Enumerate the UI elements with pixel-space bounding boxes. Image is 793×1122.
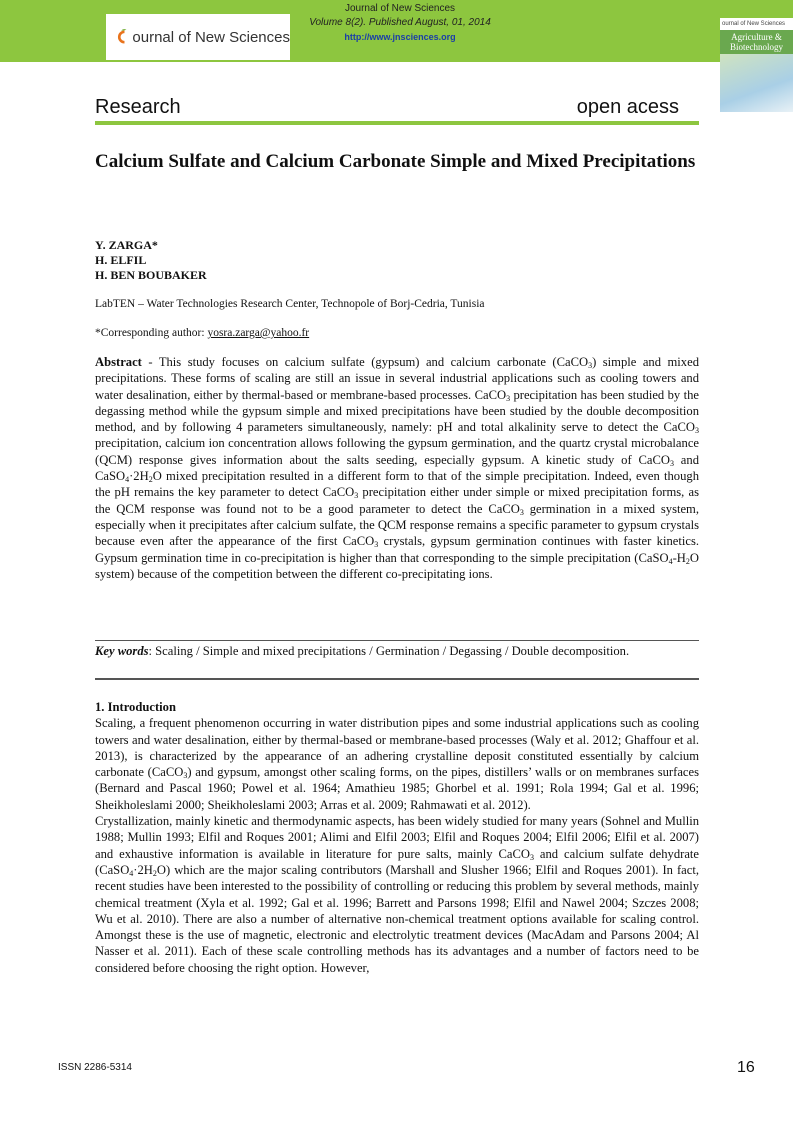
abstract-text: -H — [672, 550, 686, 565]
journal-logo[interactable] — [106, 14, 290, 60]
subscript: 4 — [125, 475, 130, 485]
access-label: open acess — [576, 96, 679, 118]
journal-name: Journal of New Sciences — [344, 3, 456, 14]
author-list — [95, 238, 207, 283]
abstract-text: ·2H — [129, 469, 149, 484]
cover-band: Agriculture & Biotechnology — [720, 30, 793, 54]
journal-logo-icon — [114, 23, 128, 51]
cover-image — [720, 54, 793, 112]
subscript: 2 — [148, 475, 153, 485]
subscript: 3 — [529, 852, 534, 862]
abstract-text: - This study focuses on calcium sulfate (gypsum) and calcium carbonate (CaCO — [141, 355, 589, 369]
section-divider — [95, 121, 699, 125]
abstract-text: precipitation either under simple or mixed precipitation forms, as the QCM response was found not to be a good parameter to detect the CaCO — [95, 485, 699, 516]
subscript: 4 — [129, 868, 134, 878]
corresponding-author — [95, 327, 309, 339]
author-name: Y. ZARGA* — [95, 238, 158, 252]
journal-logo-text: ournal of New Sciences — [132, 28, 290, 46]
affiliation: LabTEN – Water Technologies Research Center, Technopole of Borj-Cedria, Tunisia — [95, 298, 485, 310]
paragraph-text: ·2H — [133, 862, 153, 877]
paragraph-text: Scaling, a frequent phenomenon occurring in water distribution pipes and some industrial applications such as cooling towers and water desalination, either by thermal-based or membrane-based processes (Waly et al. 2012; Ghaffour et al. 2013), is characterized by the appearance of an adhering crystalline deposit constituted essentially by calcium carbonate (CaCO — [95, 716, 699, 780]
keywords-text: : Scaling / Simple and mixed precipitations / Germination / Degassing / Double decomposition. — [148, 644, 630, 658]
subscript: 3 — [183, 771, 188, 781]
subscript: 3 — [695, 426, 699, 436]
keywords-label: Key words — [95, 644, 149, 658]
cover-title: ournal of New Sciences — [720, 18, 793, 30]
introduction-section — [95, 699, 699, 976]
paragraph — [95, 715, 699, 813]
journal-cover-thumbnail[interactable] — [720, 18, 793, 112]
paragraph-text: and calcium sulfate dehydrate (CaSO — [95, 846, 699, 877]
paper-title: Calcium Sulfate and Calcium Carbonate Simple and Mixed Precipitations — [95, 151, 696, 172]
paragraph — [95, 813, 699, 976]
section-row — [95, 96, 699, 119]
subscript: 2 — [685, 556, 690, 566]
subscript: 3 — [519, 507, 524, 517]
page-number: 16 — [737, 1059, 755, 1076]
keywords-rule-bottom — [95, 678, 699, 680]
abstract-label: Abstract — [95, 355, 142, 369]
abstract-text: O mixed precipitation resulted in a different form to that of the simple precipitation. Indeed, even though the pH remains the key parameter to detect CaCO — [95, 469, 699, 500]
paragraph-text: Crystallization, mainly kinetic and thermodynamic aspects, has been widely studied for many years (Sohnel and Mullin 1988; Mullin 1993; Elfil and Roques 2001; Alimi and Elfil 2003; Elfil and Roques 2004; Elfil 2006; Elfil et al. 2007) and exhaustive information is available in literature for pure salts, mainly CaCO — [95, 814, 699, 861]
abstract-text: ) simple and mixed precipitations. These forms of scaling are still an issue in several industrial applications such as cooling towers and water desalination, either by thermal-based or membrane-based processes. CaCO — [95, 355, 699, 402]
abstract-text: precipitation, calcium ion concentration allows following the gypsum germination, and the quartz crystal microbalance (QCM) response gives information about the salts seeding, especially gypsum. A kinetic study of CaCO — [95, 436, 699, 467]
subscript: 3 — [588, 361, 593, 370]
subscript: 3 — [354, 491, 359, 501]
section-label: Research — [95, 96, 181, 118]
keywords-rule-top — [95, 640, 699, 641]
author-name: H. BEN BOUBAKER — [95, 268, 207, 282]
abstract-text: germination in a mixed system, especially when it precipitates after calcium sulfate, the QCM response remains a specific parameter to gypsum crystals because even after the appearance of the first CaCO — [95, 501, 699, 549]
abstract-text: O system) because of the competition between the different co-precipitating ions. — [95, 550, 699, 581]
keywords — [95, 643, 699, 659]
paragraph-text: ) and gypsum, amongst other scaling forms, on the pipes, distillers’ walls or on membranes surfaces (Bernard and Pascal 1960; Powel et al. 1964; Amathieu 1985; Ghorbel et al. 1991; Rola 1994; Gal et al. 1996; Sheikholeslami 2000; Sheikholeslami 2003; Arras et al. 2009; Rahmawati et al. 2012). — [95, 765, 699, 812]
subscript: 4 — [668, 556, 673, 566]
volume-line: Volume 8(2). Published August, 01, 2014 — [309, 17, 491, 28]
corresponding-label: *Corresponding author: — [95, 327, 205, 339]
journal-url-link[interactable]: http://www.jnsciences.org — [344, 32, 456, 42]
abstract-text: precipitation has been studied by the degassing method while the gypsum simple and mixed precipitations have been studied by the double decomposition method, and by following 4 parameters simultaneously, namely: pH and total alkalinity serve to detect the CaCO — [95, 387, 699, 435]
subscript: 2 — [152, 868, 157, 878]
section-heading: 1. Introduction — [95, 700, 176, 714]
abstract-text: and CaSO — [95, 452, 699, 484]
subscript: 3 — [374, 540, 379, 550]
abstract — [95, 354, 699, 582]
abstract-text: crystals, gypsum germination continues with faster kinetics. Gypsum germination time in co-precipitation is higher than that corresponding to the simple precipitation (CaSO — [95, 534, 699, 565]
corresponding-email-link[interactable]: yosra.zarga@yahoo.fr — [207, 327, 310, 339]
subscript: 3 — [669, 458, 674, 468]
issn: ISSN 2286-5314 — [58, 1062, 132, 1073]
journal-header-info — [290, 2, 510, 44]
paragraph-text: O) which are the major scaling contributors (Marshall and Slusher 1966; Elfil and Roques 2001). In fact, recent studies have been interested to the possibility of controlling or reducing this problem by several methods, mainly chemical treatment (Xyla et al. 1992; Gal et al. 1996; Barrett and Parsons 1998; Elfil and Nawel 2004; Szczes 2008; Wu et al. 2010). There are also a number of alternative non-chemical treatment options available for scaling control. Amongst these is the use of magnetic, electronic and electrolytic treatment devices (MacAdam and Parsons 2004; Al Nasser et al. 2011). Each of these scale controlling methods has its advantages and a number of factors need to be considered before choosing the right option. However, — [95, 862, 699, 975]
author-name: H. ELFIL — [95, 253, 147, 267]
subscript: 3 — [506, 393, 511, 403]
